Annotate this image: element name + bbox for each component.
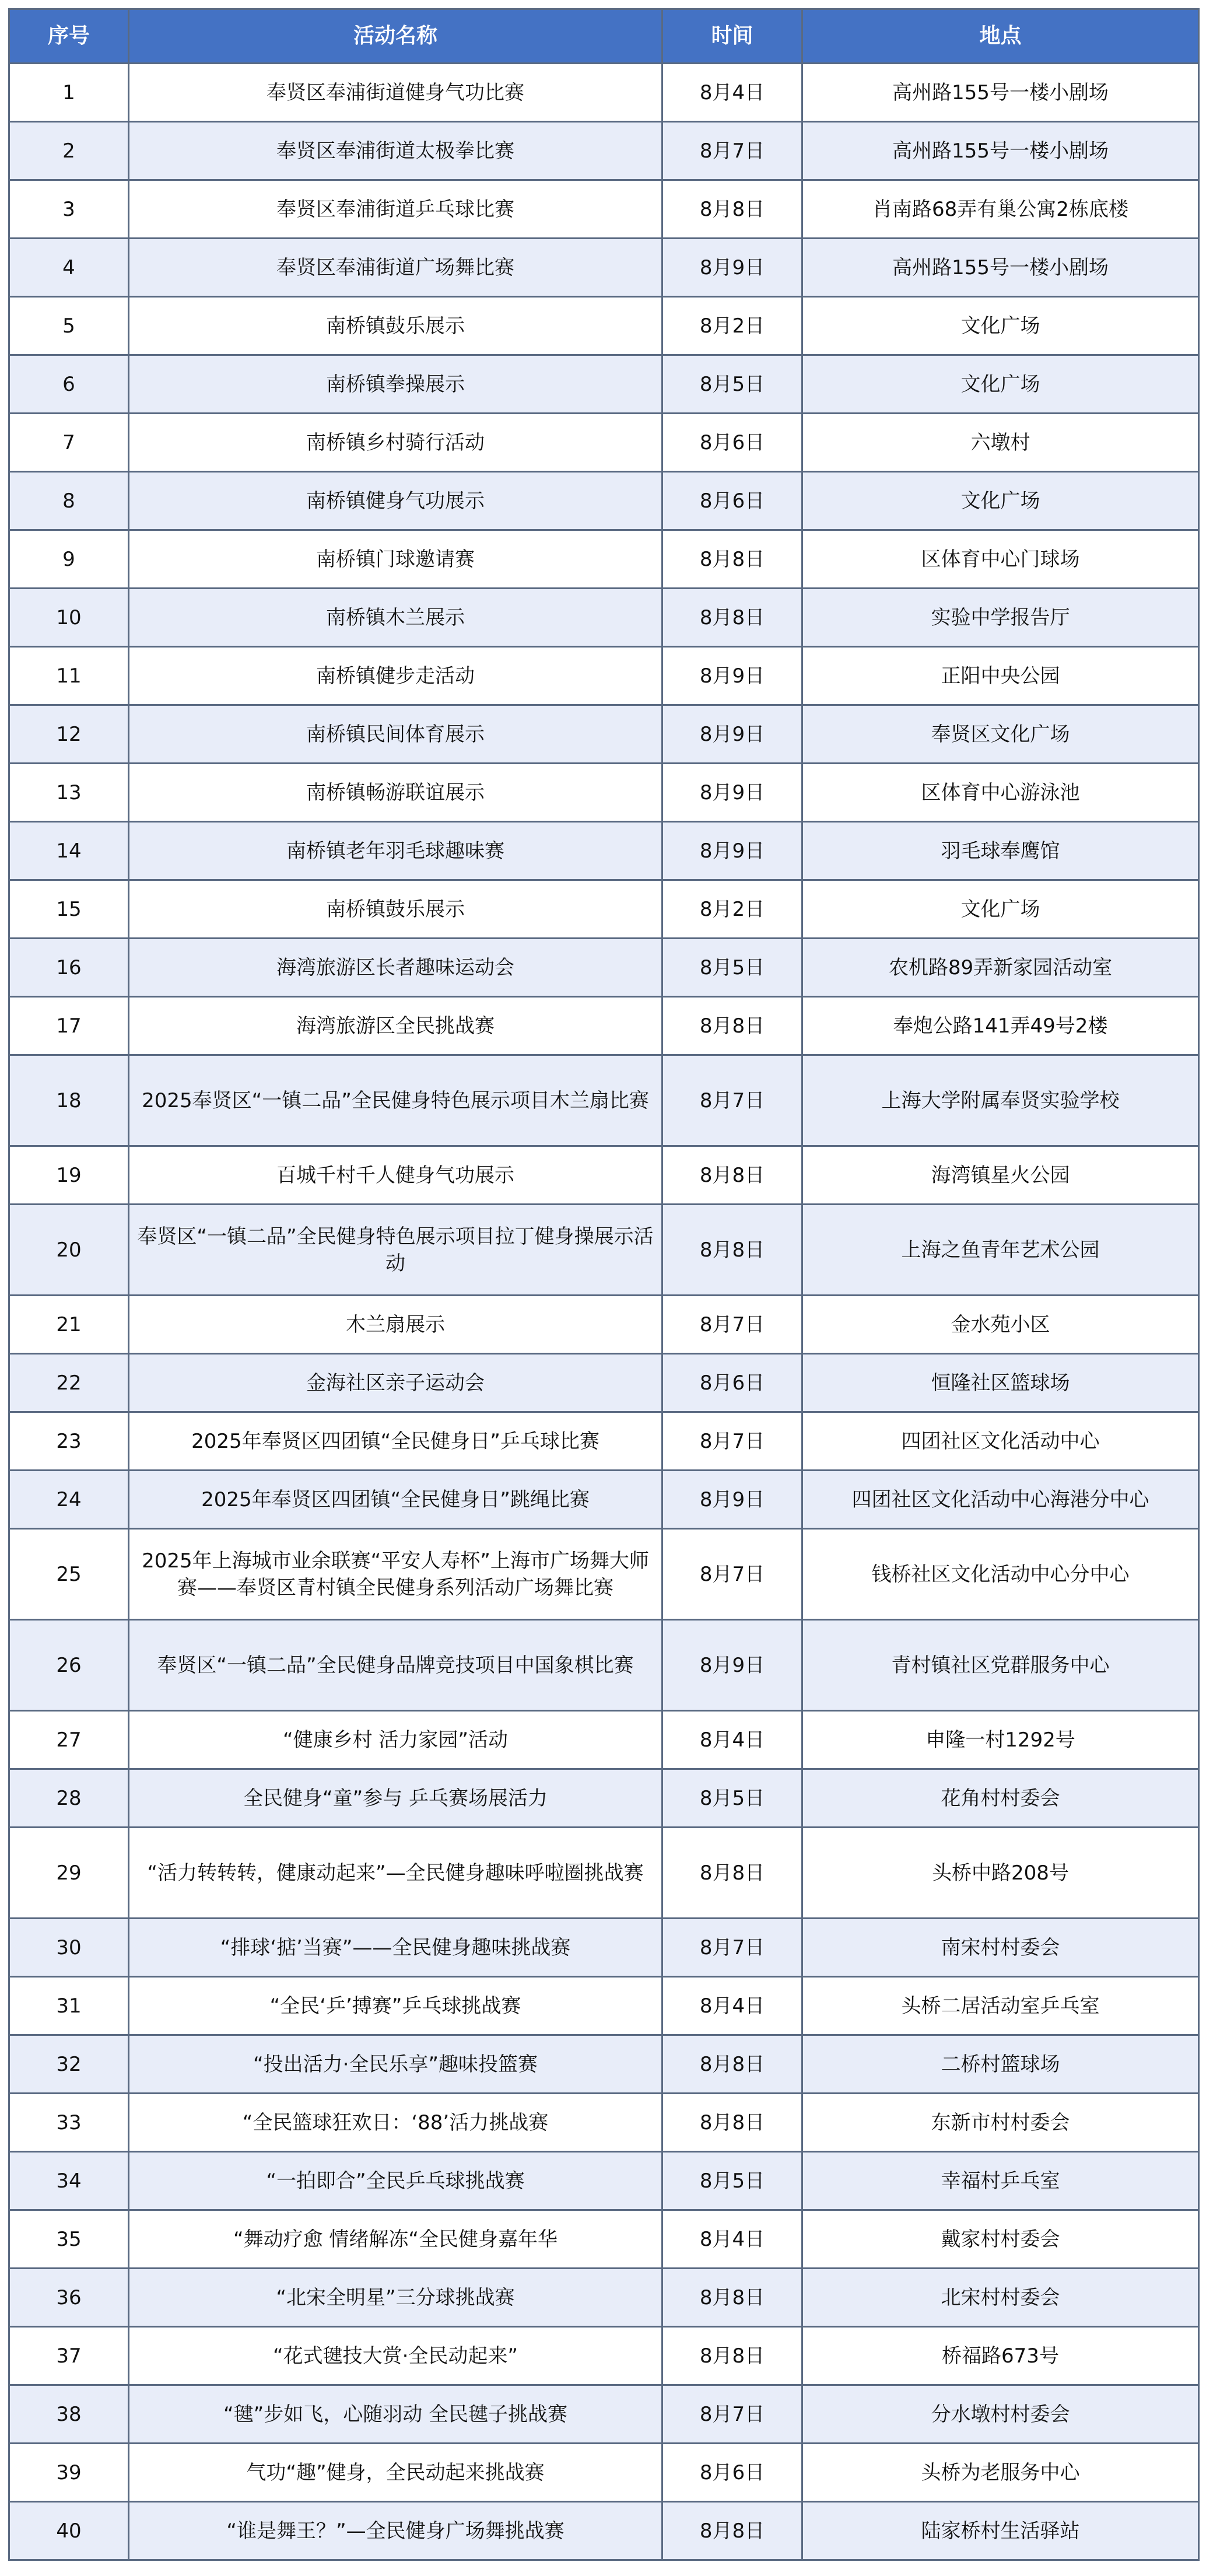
cell-no: 39 — [9, 2444, 129, 2502]
table-row — [9, 822, 1199, 880]
cell-place: 东新市村村委会 — [802, 2094, 1199, 2152]
cell-activity-name: 奉贤区奉浦街道太极拳比赛 — [129, 122, 662, 180]
cell-place: 四团社区文化活动中心海港分中心 — [802, 1471, 1199, 1529]
table-row — [9, 2210, 1199, 2269]
table-row — [9, 997, 1199, 1055]
header-no: 序号 — [9, 9, 129, 64]
cell-no: 36 — [9, 2269, 129, 2327]
cell-no: 38 — [9, 2385, 129, 2444]
cell-place: 海湾镇星火公园 — [802, 1146, 1199, 1205]
cell-date: 8月2日 — [662, 297, 802, 355]
cell-place: 分水墩村村委会 — [802, 2385, 1199, 2444]
cell-date: 8月7日 — [662, 1919, 802, 1977]
cell-date: 8月4日 — [662, 1977, 802, 2035]
cell-date: 8月8日 — [662, 530, 802, 589]
cell-activity-name: 2025年奉贤区四团镇“全民健身日”跳绳比赛 — [129, 1471, 662, 1529]
table-row — [9, 64, 1199, 122]
cell-date: 8月8日 — [662, 2502, 802, 2560]
cell-place: 区体育中心门球场 — [802, 530, 1199, 589]
cell-place: 二桥村篮球场 — [802, 2035, 1199, 2094]
cell-activity-name: 全民健身“童”参与 乒乓赛场展活力 — [129, 1769, 662, 1828]
cell-place: 戴家村村委会 — [802, 2210, 1199, 2269]
cell-activity-name: 南桥镇民间体育展示 — [129, 705, 662, 764]
table-row — [9, 1146, 1199, 1205]
cell-date: 8月8日 — [662, 2327, 802, 2385]
activity-table — [8, 8, 1200, 2561]
table-row — [9, 2152, 1199, 2210]
cell-activity-name: 南桥镇拳操展示 — [129, 355, 662, 414]
table-row — [9, 1620, 1199, 1711]
table-row — [9, 880, 1199, 939]
cell-date: 8月6日 — [662, 2444, 802, 2502]
header-row — [9, 9, 1199, 64]
cell-activity-name: 南桥镇老年羽毛球趣味赛 — [129, 822, 662, 880]
cell-date: 8月7日 — [662, 2385, 802, 2444]
cell-date: 8月6日 — [662, 1354, 802, 1412]
cell-activity-name: 南桥镇木兰展示 — [129, 589, 662, 647]
table-row — [9, 414, 1199, 472]
cell-activity-name: 气功“趣”健身，全民动起来挑战赛 — [129, 2444, 662, 2502]
cell-place: 金水苑小区 — [802, 1296, 1199, 1354]
cell-date: 8月4日 — [662, 64, 802, 122]
cell-no: 9 — [9, 530, 129, 589]
table-row — [9, 1354, 1199, 1412]
cell-place: 高州路155号一楼小剧场 — [802, 239, 1199, 297]
cell-activity-name: 南桥镇门球邀请赛 — [129, 530, 662, 589]
header-date: 时间 — [662, 9, 802, 64]
cell-no: 17 — [9, 997, 129, 1055]
table-row — [9, 180, 1199, 239]
table-row — [9, 2269, 1199, 2327]
table-row — [9, 705, 1199, 764]
cell-no: 3 — [9, 180, 129, 239]
cell-activity-name: 南桥镇鼓乐展示 — [129, 880, 662, 939]
table-row — [9, 2444, 1199, 2502]
table-row — [9, 1055, 1199, 1146]
cell-place: 文化广场 — [802, 880, 1199, 939]
table-row — [9, 589, 1199, 647]
cell-no: 6 — [9, 355, 129, 414]
cell-no: 34 — [9, 2152, 129, 2210]
cell-place: 恒隆社区篮球场 — [802, 1354, 1199, 1412]
table-row — [9, 239, 1199, 297]
cell-no: 18 — [9, 1055, 129, 1146]
cell-date: 8月9日 — [662, 1620, 802, 1711]
cell-date: 8月4日 — [662, 2210, 802, 2269]
cell-place: 桥福路673号 — [802, 2327, 1199, 2385]
cell-no: 28 — [9, 1769, 129, 1828]
cell-no: 30 — [9, 1919, 129, 1977]
table-row — [9, 1471, 1199, 1529]
table-row — [9, 2502, 1199, 2560]
cell-no: 16 — [9, 939, 129, 997]
cell-activity-name: 南桥镇鼓乐展示 — [129, 297, 662, 355]
cell-place: 高州路155号一楼小剧场 — [802, 64, 1199, 122]
table-row — [9, 1977, 1199, 2035]
cell-date: 8月7日 — [662, 1412, 802, 1471]
cell-no: 37 — [9, 2327, 129, 2385]
cell-no: 24 — [9, 1471, 129, 1529]
cell-date: 8月5日 — [662, 1769, 802, 1828]
cell-place: 高州路155号一楼小剧场 — [802, 122, 1199, 180]
cell-activity-name: 2025年奉贤区四团镇“全民健身日”乒乓球比赛 — [129, 1412, 662, 1471]
cell-place: 文化广场 — [802, 472, 1199, 530]
table-row — [9, 2035, 1199, 2094]
cell-place: 羽毛球奉鹰馆 — [802, 822, 1199, 880]
table-row — [9, 472, 1199, 530]
cell-date: 8月8日 — [662, 2035, 802, 2094]
table-row — [9, 1828, 1199, 1919]
cell-activity-name: 奉贤区奉浦街道广场舞比赛 — [129, 239, 662, 297]
cell-no: 11 — [9, 647, 129, 705]
cell-activity-name: 2025奉贤区“一镇二品”全民健身特色展示项目木兰扇比赛 — [129, 1055, 662, 1146]
cell-no: 10 — [9, 589, 129, 647]
table-header — [9, 9, 1199, 64]
table-row — [9, 647, 1199, 705]
table-row — [9, 1919, 1199, 1977]
cell-date: 8月9日 — [662, 239, 802, 297]
cell-place: 农机路89弄新家园活动室 — [802, 939, 1199, 997]
cell-date: 8月9日 — [662, 647, 802, 705]
cell-place: 北宋村村委会 — [802, 2269, 1199, 2327]
cell-activity-name: 南桥镇畅游联谊展示 — [129, 764, 662, 822]
table-row — [9, 764, 1199, 822]
cell-no: 7 — [9, 414, 129, 472]
cell-date: 8月4日 — [662, 1711, 802, 1769]
cell-activity-name: “活力转转转，健康动起来”—全民健身趣味呼啦圈挑战赛 — [129, 1828, 662, 1919]
cell-date: 8月9日 — [662, 822, 802, 880]
cell-place: 文化广场 — [802, 355, 1199, 414]
cell-date: 8月8日 — [662, 1828, 802, 1919]
cell-activity-name: “排球‘掂’当赛”——全民健身趣味挑战赛 — [129, 1919, 662, 1977]
cell-date: 8月8日 — [662, 1146, 802, 1205]
cell-no: 1 — [9, 64, 129, 122]
cell-activity-name: “全民篮球狂欢日：‘88’活力挑战赛 — [129, 2094, 662, 2152]
cell-no: 15 — [9, 880, 129, 939]
cell-date: 8月7日 — [662, 1055, 802, 1146]
cell-no: 25 — [9, 1529, 129, 1620]
cell-place: 正阳中央公园 — [802, 647, 1199, 705]
table-row — [9, 355, 1199, 414]
cell-no: 5 — [9, 297, 129, 355]
cell-activity-name: “北宋全明星”三分球挑战赛 — [129, 2269, 662, 2327]
cell-place: 实验中学报告厅 — [802, 589, 1199, 647]
cell-date: 8月2日 — [662, 880, 802, 939]
cell-date: 8月8日 — [662, 1205, 802, 1296]
cell-no: 12 — [9, 705, 129, 764]
cell-activity-name: 奉贤区奉浦街道健身气功比赛 — [129, 64, 662, 122]
cell-activity-name: 南桥镇健步走活动 — [129, 647, 662, 705]
cell-date: 8月7日 — [662, 1529, 802, 1620]
cell-activity-name: 2025年上海城市业余联赛“平安人寿杯”上海市广场舞大师赛——奉贤区青村镇全民健身系列活动广场舞比赛 — [129, 1529, 662, 1620]
table-row — [9, 1711, 1199, 1769]
cell-activity-name: “谁是舞王？”—全民健身广场舞挑战赛 — [129, 2502, 662, 2560]
cell-date: 8月5日 — [662, 2152, 802, 2210]
cell-date: 8月7日 — [662, 122, 802, 180]
cell-place: 幸福村乒乓室 — [802, 2152, 1199, 2210]
cell-date: 8月9日 — [662, 705, 802, 764]
cell-place: 四团社区文化活动中心 — [802, 1412, 1199, 1471]
cell-place: 申隆一村1292号 — [802, 1711, 1199, 1769]
table-row — [9, 122, 1199, 180]
cell-date: 8月8日 — [662, 589, 802, 647]
table-row — [9, 2385, 1199, 2444]
cell-date: 8月9日 — [662, 764, 802, 822]
header-place: 地点 — [802, 9, 1199, 64]
cell-no: 31 — [9, 1977, 129, 2035]
cell-no: 4 — [9, 239, 129, 297]
cell-date: 8月9日 — [662, 1471, 802, 1529]
cell-activity-name: “健康乡村 活力家园”活动 — [129, 1711, 662, 1769]
cell-no: 8 — [9, 472, 129, 530]
cell-date: 8月7日 — [662, 1296, 802, 1354]
cell-date: 8月8日 — [662, 997, 802, 1055]
cell-activity-name: 南桥镇健身气功展示 — [129, 472, 662, 530]
cell-activity-name: 奉贤区奉浦街道乒乓球比赛 — [129, 180, 662, 239]
cell-no: 27 — [9, 1711, 129, 1769]
table-row — [9, 1769, 1199, 1828]
cell-no: 2 — [9, 122, 129, 180]
cell-no: 21 — [9, 1296, 129, 1354]
table-row — [9, 530, 1199, 589]
cell-activity-name: “投出活力·全民乐享”趣味投篮赛 — [129, 2035, 662, 2094]
cell-activity-name: 海湾旅游区长者趣味运动会 — [129, 939, 662, 997]
cell-activity-name: 南桥镇乡村骑行活动 — [129, 414, 662, 472]
cell-activity-name: 百城千村千人健身气功展示 — [129, 1146, 662, 1205]
cell-place: 头桥为老服务中心 — [802, 2444, 1199, 2502]
cell-date: 8月8日 — [662, 180, 802, 239]
table-row — [9, 2094, 1199, 2152]
cell-no: 14 — [9, 822, 129, 880]
cell-place: 肖南路68弄有巢公寓2栋底楼 — [802, 180, 1199, 239]
cell-place: 奉贤区文化广场 — [802, 705, 1199, 764]
table-row — [9, 297, 1199, 355]
header-activity-name: 活动名称 — [129, 9, 662, 64]
cell-date: 8月5日 — [662, 939, 802, 997]
table-row — [9, 1205, 1199, 1296]
cell-activity-name: “毽”步如飞，心随羽动 全民毽子挑战赛 — [129, 2385, 662, 2444]
cell-date: 8月6日 — [662, 472, 802, 530]
cell-place: 上海大学附属奉贤实验学校 — [802, 1055, 1199, 1146]
cell-no: 32 — [9, 2035, 129, 2094]
cell-place: 头桥中路208号 — [802, 1828, 1199, 1919]
cell-place: 青村镇社区党群服务中心 — [802, 1620, 1199, 1711]
cell-activity-name: “全民‘乒’搏赛”乒乓球挑战赛 — [129, 1977, 662, 2035]
cell-place: 钱桥社区文化活动中心分中心 — [802, 1529, 1199, 1620]
cell-date: 8月8日 — [662, 2094, 802, 2152]
cell-no: 33 — [9, 2094, 129, 2152]
cell-date: 8月6日 — [662, 414, 802, 472]
cell-activity-name: “舞动疗愈 情绪解冻“全民健身嘉年华 — [129, 2210, 662, 2269]
cell-date: 8月8日 — [662, 2269, 802, 2327]
table-row — [9, 2327, 1199, 2385]
cell-no: 35 — [9, 2210, 129, 2269]
cell-activity-name: “一拍即合”全民乒乓球挑战赛 — [129, 2152, 662, 2210]
cell-place: 头桥二居活动室乒乓室 — [802, 1977, 1199, 2035]
cell-place: 文化广场 — [802, 297, 1199, 355]
cell-no: 19 — [9, 1146, 129, 1205]
cell-place: 六墩村 — [802, 414, 1199, 472]
cell-no: 20 — [9, 1205, 129, 1296]
table-row — [9, 1296, 1199, 1354]
table-row — [9, 1529, 1199, 1620]
cell-no: 22 — [9, 1354, 129, 1412]
cell-no: 29 — [9, 1828, 129, 1919]
cell-no: 13 — [9, 764, 129, 822]
cell-place: 上海之鱼青年艺术公园 — [802, 1205, 1199, 1296]
cell-no: 23 — [9, 1412, 129, 1471]
cell-place: 南宋村村委会 — [802, 1919, 1199, 1977]
table-body — [9, 64, 1199, 2560]
cell-place: 区体育中心游泳池 — [802, 764, 1199, 822]
table-row — [9, 1412, 1199, 1471]
cell-no: 40 — [9, 2502, 129, 2560]
cell-no: 26 — [9, 1620, 129, 1711]
cell-place: 奉炮公路141弄49号2楼 — [802, 997, 1199, 1055]
cell-activity-name: 奉贤区“一镇二品”全民健身特色展示项目拉丁健身操展示活动 — [129, 1205, 662, 1296]
table-row — [9, 939, 1199, 997]
cell-activity-name: 奉贤区“一镇二品”全民健身品牌竞技项目中国象棋比赛 — [129, 1620, 662, 1711]
cell-activity-name: “花式毽技大赏·全民动起来” — [129, 2327, 662, 2385]
cell-place: 陆家桥村生活驿站 — [802, 2502, 1199, 2560]
cell-activity-name: 木兰扇展示 — [129, 1296, 662, 1354]
cell-activity-name: 海湾旅游区全民挑战赛 — [129, 997, 662, 1055]
cell-date: 8月5日 — [662, 355, 802, 414]
cell-activity-name: 金海社区亲子运动会 — [129, 1354, 662, 1412]
cell-place: 花角村村委会 — [802, 1769, 1199, 1828]
